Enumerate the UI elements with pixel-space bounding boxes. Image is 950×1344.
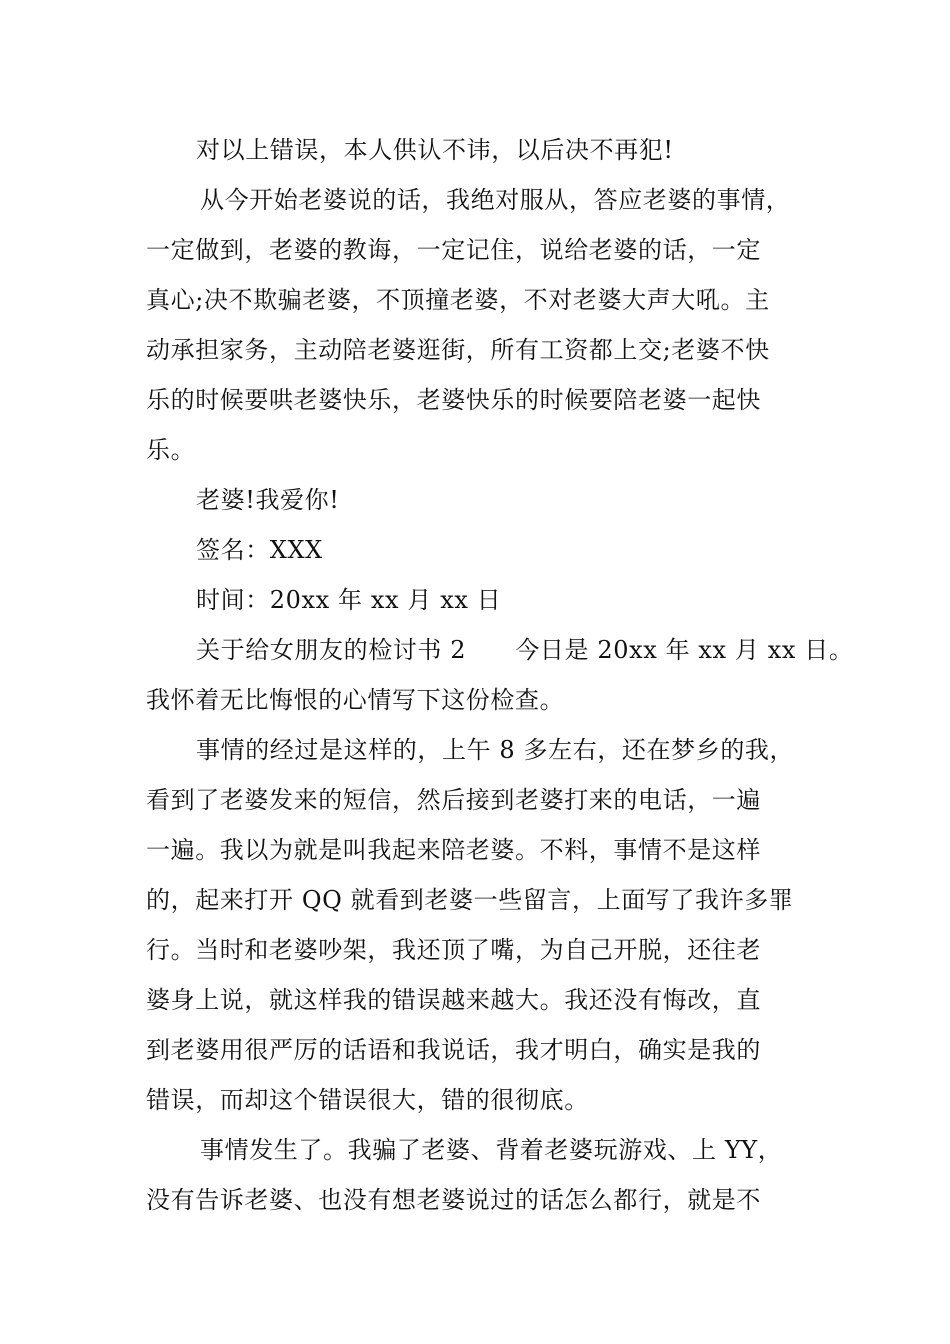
paragraph-line: 我怀着无比悔恨的心情写下这份检查。 — [146, 686, 565, 714]
paragraph-line: 错误，而却这个错误很大，错的很彻底。 — [146, 1086, 589, 1114]
signature-line: 签名：XXX — [196, 536, 323, 564]
paragraph-line: 看到了老婆发来的短信，然后接到老婆打来的电话，一遍 — [146, 786, 761, 814]
paragraph-line: 事情发生了。我骗了老婆、背着老婆玩游戏、上 YY， — [200, 1136, 783, 1164]
paragraph-line: 行。当时和老婆吵架，我还顶了嘴，为自己开脱，还往老 — [146, 936, 761, 964]
paragraph-line: 动承担家务，主动陪老婆逛街，所有工资都上交;老婆不快 — [146, 336, 770, 364]
paragraph-line: 事情的经过是这样的，上午 8 多左右，还在梦乡的我， — [196, 736, 795, 764]
paragraph-line: 一定做到，老婆的教诲，一定记住，说给老婆的话，一定 — [146, 236, 761, 264]
paragraph-line: 乐。 — [146, 436, 196, 464]
paragraph-line: 乐的时候要哄老婆快乐，老婆快乐的时候要陪老婆一起快 — [146, 386, 761, 414]
date-line: 时间：20xx 年 xx 月 xx 日 — [196, 586, 502, 614]
paragraph-line: 从今开始老婆说的话，我绝对服从，答应老婆的事情， — [200, 186, 791, 214]
paragraph-line: 老婆!我爱你! — [196, 486, 340, 514]
paragraph-line: 真心;决不欺骗老婆，不顶撞老婆，不对老婆大声大吼。主 — [146, 286, 770, 314]
paragraph-line: 到老婆用很严厉的话语和我说话，我才明白，确实是我的 — [146, 1036, 761, 1064]
paragraph-line: 婆身上说，就这样我的错误越来越大。我还没有悔改，直 — [146, 986, 761, 1014]
section-title-line: 关于给女朋友的检讨书 2 今日是 20xx 年 xx 月 xx 日。 — [196, 636, 854, 664]
paragraph-line: 一遍。我以为就是叫我起来陪老婆。不料，事情不是这样 — [146, 836, 761, 864]
paragraph-line: 没有告诉老婆、也没有想老婆说过的话怎么都行，就是不 — [146, 1186, 761, 1214]
paragraph-line: 的，起来打开 QQ 就看到老婆一些留言，上面写了我许多罪 — [146, 886, 794, 914]
paragraph-line: 对以上错误，本人供认不讳，以后决不再犯! — [196, 136, 674, 164]
